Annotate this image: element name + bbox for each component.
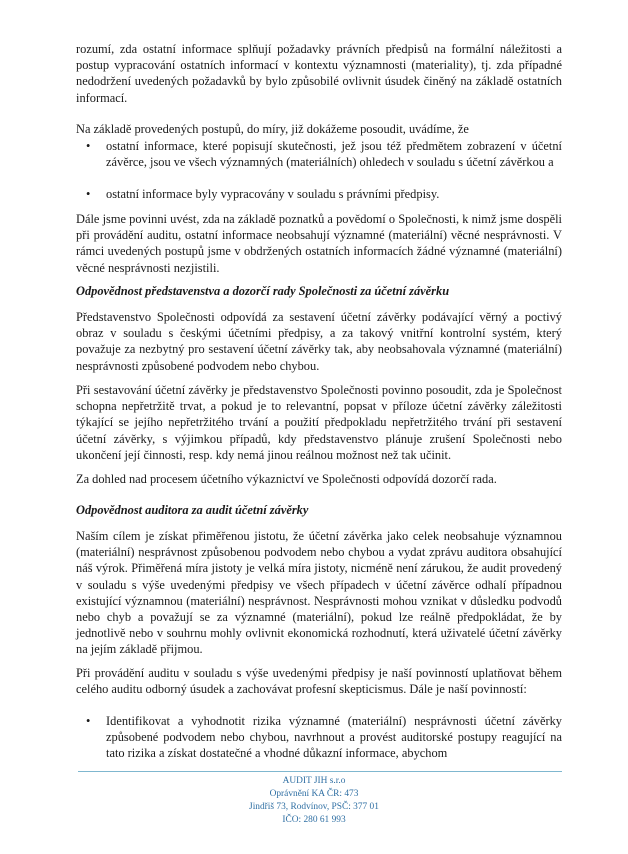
paragraph-material-misstatements: Dále jsme povinni uvést, zda na základě poznatků a povědomí o Společnosti, k nimž jsme dospěli při provádění auditu, ostatní informace neobsahují významné (materiální) věcné nesprávnosti. V rámci uvedených postupů jsme v obdržených ostatních informacích žádné významné (materiální) věcné nesprávnosti nezjistili. [76, 212, 562, 275]
bullet-icon: • [86, 714, 91, 728]
bullet-text: ostatní informace byly vypracovány v souladu s právními předpisy. [106, 187, 440, 201]
bullet-item [76, 138, 562, 170]
bullet-item [76, 186, 562, 202]
paragraph-audit-duties: Při provádění auditu v souladu s výše uvedenými předpisy je naší povinností uplatňovat během celého auditu odborný úsudek a zachovávat profesní skepticismus. Dále je naší povinností: [76, 666, 562, 697]
paragraph-other-info-context: rozumí, zda ostatní informace splňují požadavky právních předpisů na formální náležitosti a postup vypracování ostatních informací v kontextu významnosti (materiality), tj. zda případné nedodržení uvedených požadavků by bylo způsobilé ovlivnit úsudek činěný na základě ostatních informací. [76, 42, 562, 105]
footer-divider [78, 771, 562, 772]
bullet-text: ostatní informace, které popisují skutečnosti, jež jsou též předmětem zobrazení v účetní závěrce, jsou ve všech významných (materiálních) ohledech v souladu s účetní závěrkou a [106, 139, 562, 170]
bullet-icon: • [86, 139, 91, 153]
paragraph-procedures-intro: Na základě provedených postupů, do míry, již dokážeme posoudit, uvádíme, že [76, 122, 469, 136]
paragraph-audit-objective: Naším cílem je získat přiměřenou jistotu, že účetní závěrka jako celek neobsahuje významnou (materiální) nesprávnost způsobenou podvodem nebo chybou a vydat zprávu auditora obsahující náš výrok. Přiměřená míra jistoty je velká míra jistoty, nicméně není zárukou, že audit provedený v souladu s výše uvedenými předpisy ve všech případech v účetní závěrce odhalí případnou existující významnou (materiální) nesprávnost. Nesprávnosti mohou vznikat v důsledku podvodů nebo chyb a považují se za významné (materiální), pokud lze reálně předpokládat, že by jednotlivě nebo v souhrnu mohly ovlivnit ekonomická rozhodnutí, která uživatelé účetní závěrky na jejím základě přijmou. [76, 529, 562, 657]
footer-company-name: AUDIT JIH s.r.o [282, 776, 346, 786]
section-heading-auditor-responsibility: Odpovědnost auditora za audit účetní závěrky [76, 503, 309, 517]
paragraph-going-concern: Při sestavování účetní závěrky je představenstvo Společnosti povinno posoudit, zda je Společnost schopna nepřetržitě trvat, a pokud je to relevantní, popsat v příloze účetní závěrky záležitosti týkající se jejího nepřetržitého trvání a použití předpokladu nepřetržitého trvání při sestavení účetní závěrky, s výjimkou případů, kdy představenstvo plánuje zrušení Společnosti nebo ukončení její činnosti, resp. kdy nemá jinou reálnou možnost než tak učinit. [76, 383, 562, 462]
bullet-item [76, 713, 562, 762]
footer-license: Oprávnění KA ČR: 473 [269, 789, 359, 799]
section-heading-board-responsibility: Odpovědnost představenstva a dozorčí rady Společnosti za účetní závěrku [76, 284, 450, 298]
bullet-icon: • [86, 187, 91, 201]
bullet-text: Identifikovat a vyhodnotit rizika významné (materiální) nesprávnosti účetní závěrky způsobené podvodem nebo chybou, navrhnout a provést auditorské postupy reagující na tato rizika a získat dostatečné a vhodné důkazní informace, abychom [106, 714, 562, 761]
paragraph-supervisory-board: Za dohled nad procesem účetního výkaznictví ve Společnosti odpovídá dozorčí rada. [76, 472, 497, 486]
footer-address: Jindřiš 73, Rodvínov, PSČ: 377 01 [249, 802, 379, 812]
paragraph-board-responsibility: Představenstvo Společnosti odpovídá za sestavení účetní závěrky podávající věrný a poctivý obraz v souladu s českými účetními předpisy, a za takový vnitřní kontrolní systém, který považuje za nezbytný pro sestavení účetní závěrky tak, aby neobsahovala významné (materiální) nesprávnosti způsobené podvodem nebo chybou. [76, 310, 562, 373]
footer-company-id: IČO: 280 61 993 [282, 815, 346, 825]
